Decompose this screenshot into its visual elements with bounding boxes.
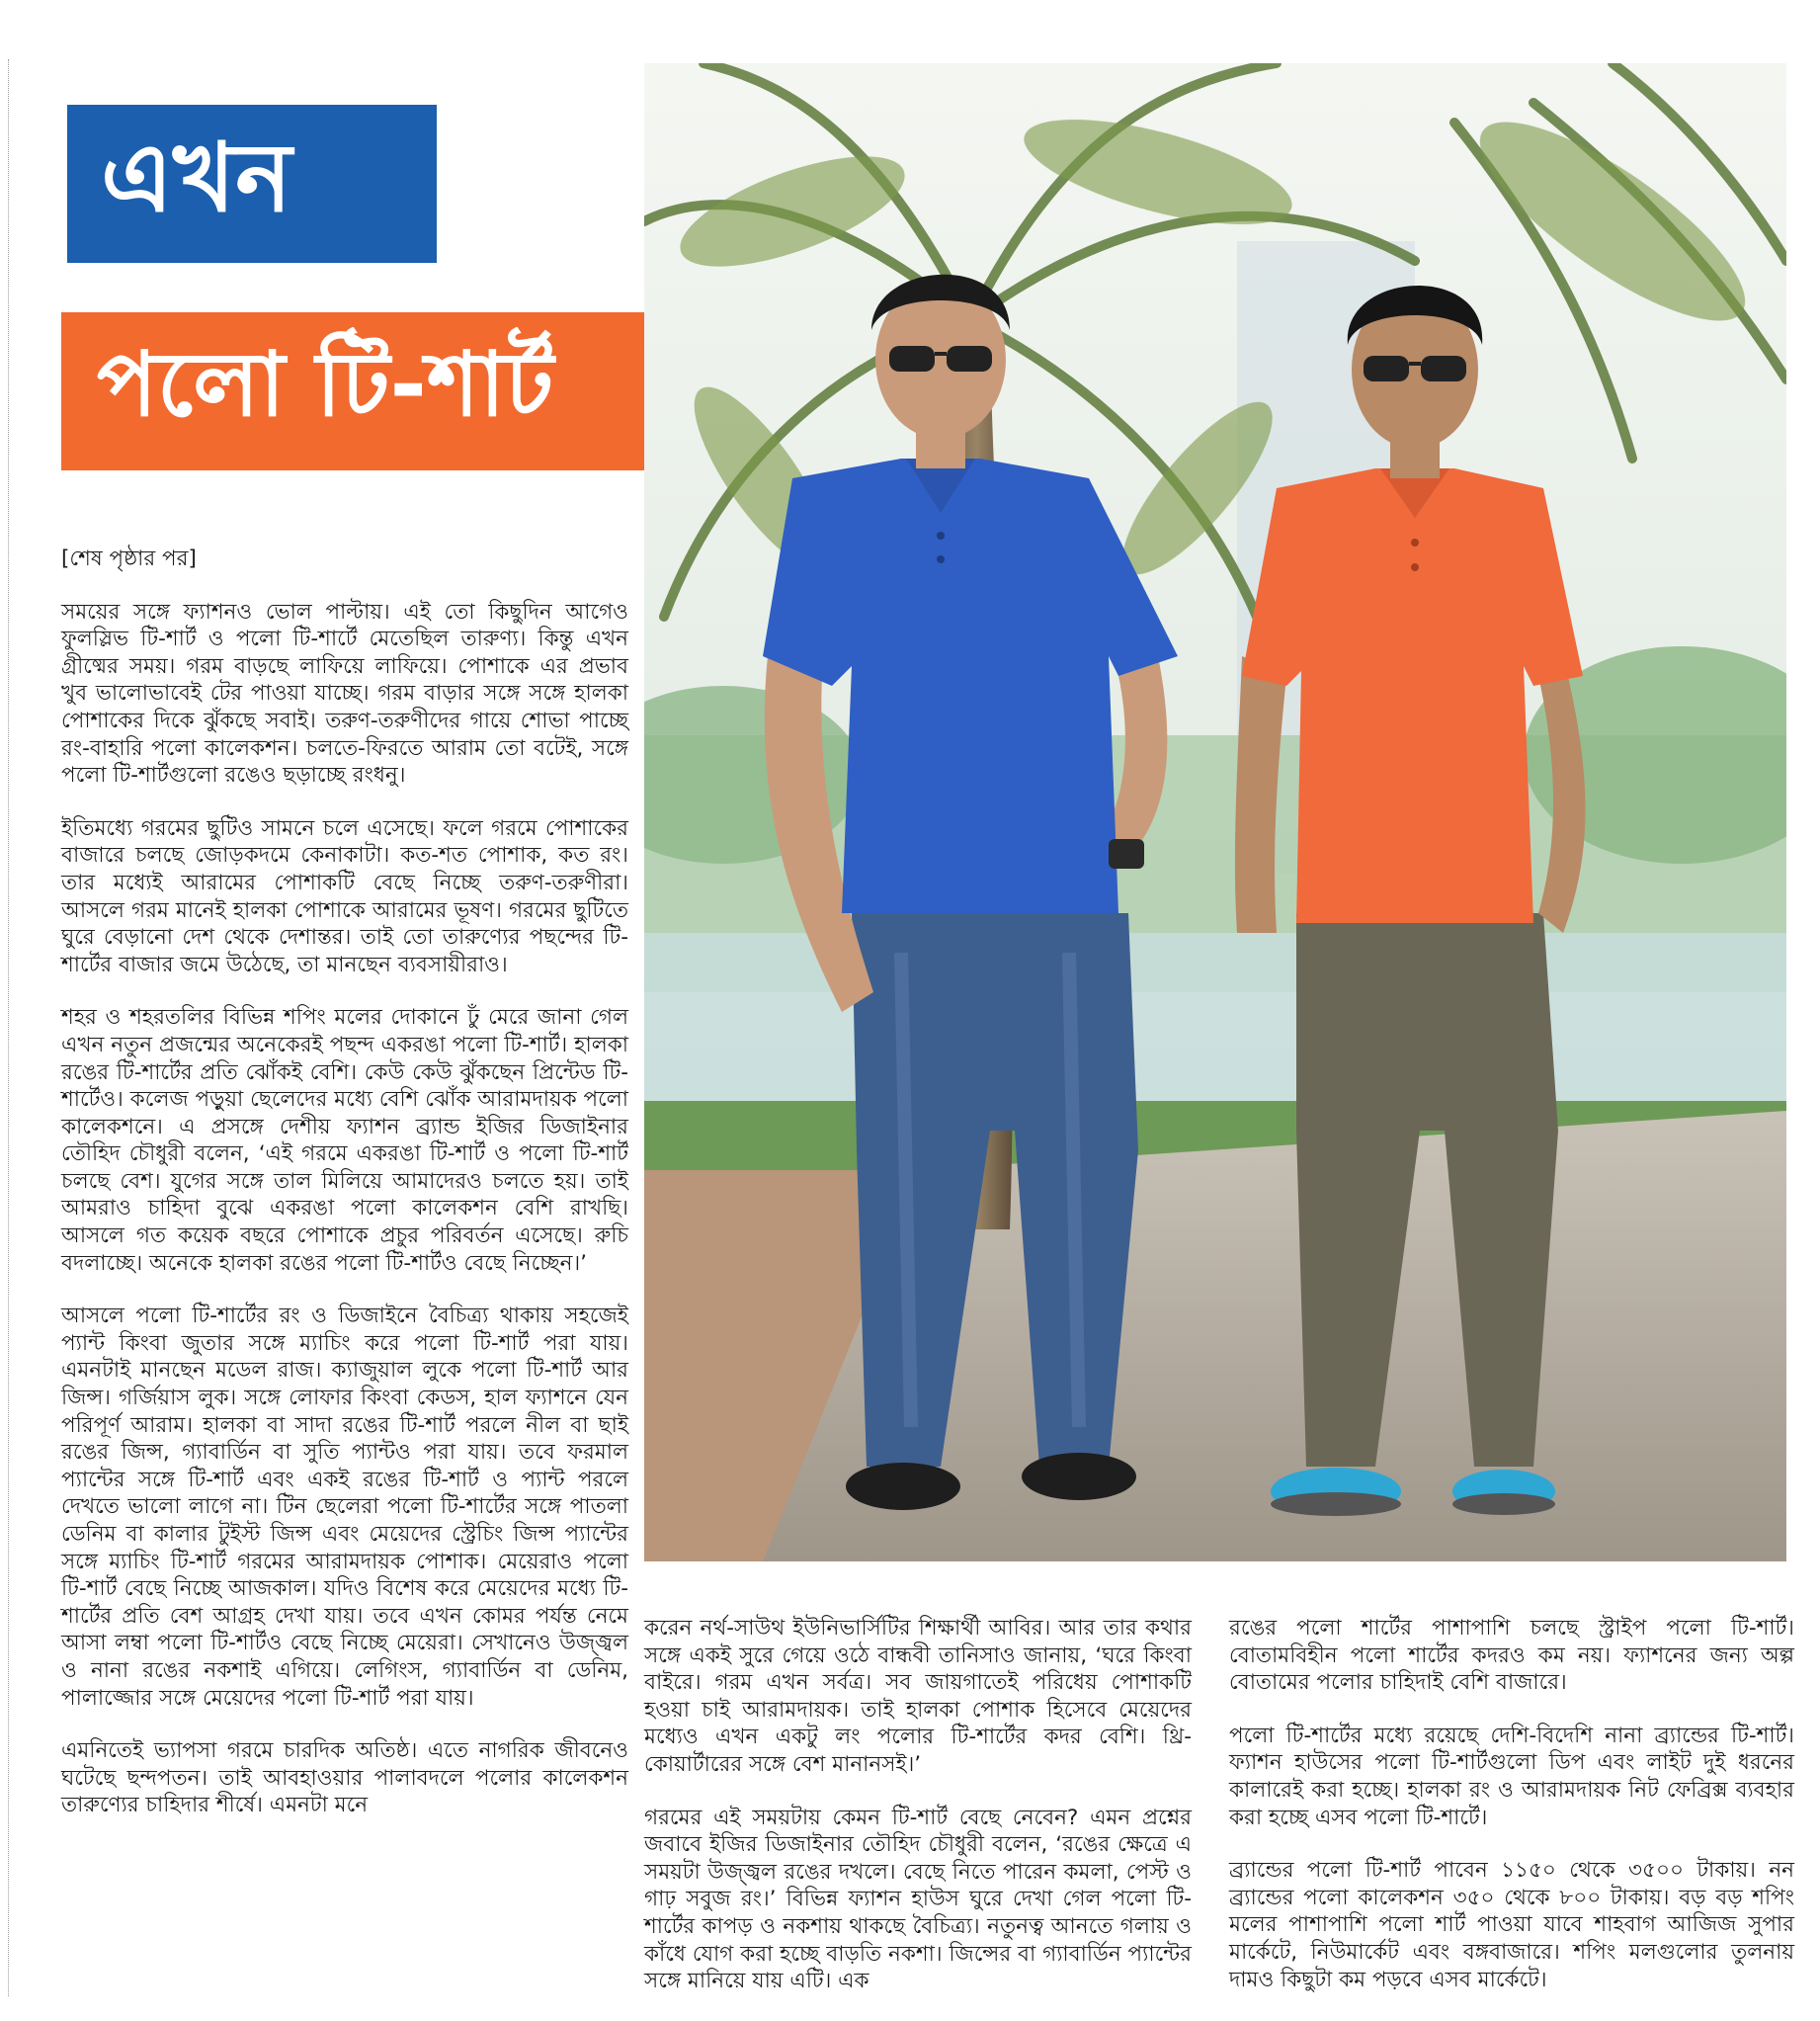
article-column-2: [644, 1615, 1192, 2021]
paragraph: ইতিমধ্যে গরমের ছুটিও সামনে চলে এসেছে। ফলে গরমে পোশাকের বাজারে চলছে জোড়কদমে কেনাকাটা। কত-শত পোশাক, কত রং। তার মধ্যেই আরামের পোশাকটি বেছে নিচ্ছে তরুণ-তরুণীরা। আসলে গরম মানেই হালকা পোশাকে আরামের ভূষণ। গরমের ছুটিতে ঘুরে বেড়ানো দেশ থেকে দেশান্তর। তাই তো তারুণ্যের পছন্দের টি-শার্টের বাজার জমে উঠেছে, তা মানছেন ব্যবসায়ীরাও।: [61, 815, 628, 977]
paragraph: গরমের এই সময়টায় কেমন টি-শার্ট বেছে নেবেন? এমন প্রশ্নের জবাবে ইজির ডিজাইনার তৌহিদ চৌধুরী বলেন, ‘রঙের ক্ষেত্রে এ সময়টা উজ্জ্বল রঙের দখলে। বেছে নিতে পারেন কমলা, পেস্ট ও গাঢ় সবুজ রং।’ বিভিন্ন ফ্যাশন হাউস ঘুরে দেখা গেল পলো টি-শার্টের কাপড় ও নকশায় থাকছে বৈচিত্র্য। নতুনত্ব আনতে গলায় ও কাঁধে যোগ করা হচ্ছে বাড়তি নকশা। জিন্সের বা গ্যাবার্ডিন প্যান্টের সঙ্গে মানিয়ে যায় এটি। এক: [644, 1805, 1192, 1994]
headline-line-2: পলো টি-শার্ট: [97, 333, 554, 437]
paragraph: পলো টি-শার্টের মধ্যে রয়েছে দেশি-বিদেশি নানা ব্র্যান্ডের টি-শার্ট। ফ্যাশন হাউসের পলো টি-শার্টগুলো ডিপ এবং লাইট দুই ধরনের কালারেই করা হচ্ছে। হালকা রং ও আরামদায়ক নিট ফেব্রিক্স ব্যবহার করা হচ্ছে এসব পলো টি-শার্টে।: [1229, 1723, 1794, 1830]
headline-label-blue: [67, 105, 437, 263]
paragraph: এমনিতেই ভ্যাপসা গরমে চারদিক অতিষ্ঠ। এতে নাগরিক জীবনেও ঘটেছে ছন্দপতন। তাই আবহাওয়ার পালাবদলে পলোর কালেকশন তারুণ্যের চাহিদার শীর্ষে। এমনটা মনে: [61, 1738, 628, 1818]
headline-line-1: এখন: [101, 122, 292, 233]
paragraph: ব্র্যান্ডের পলো টি-শার্ট পাবেন ১১৫০ থেকে ৩৫০০ টাকায়। নন ব্র্যান্ডের পলো কালেকশন ৩৫০ থেকে ৮০০ টাকায়। বড় বড় শপিং মলের পাশাপাশি পলো শার্ট পাওয়া যাবে শাহবাগ আজিজ সুপার মার্কেটে, নিউমার্কেট এবং বঙ্গবাজারে। শপিং মলগুলোর তুলনায় দামও কিছুটা কম পড়বে এসব মার্কেটে।: [1229, 1858, 1794, 1992]
paragraph: সময়ের সঙ্গে ফ্যাশনও ভোল পাল্টায়। এই তো কিছুদিন আগেও ফুলস্লিভ টি-শার্ট ও পলো টি-শার্টে মেতেছিল তারুণ্য। কিন্তু এখন গ্রীষ্মের সময়। গরম বাড়ছে লাফিয়ে লাফিয়ে। পোশাকে এর প্রভাব খুব ভালোভাবেই টের পাওয়া যাচ্ছে। গরম বাড়ার সঙ্গে সঙ্গে হালকা পোশাকের দিকে ঝুঁকছে সবাই। তরুণ-তরুণীদের গায়ে শোভা পাচ্ছে রং-বাহারি পলো কালেকশন। চলতে-ফিরতে আরাম তো বটেই, সঙ্গে পলো টি-শার্টগুলো রঙেও ছড়াচ্ছে রংধনু।: [61, 599, 628, 789]
column-rule: [8, 59, 9, 1996]
paragraph: শহর ও শহরতলির বিভিন্ন শপিং মলের দোকানে ঢুঁ মেরে জানা গেল এখন নতুন প্রজন্মের অনেকেরই পছন্দ একরঙা পলো টি-শার্ট। হালকা রঙের টি-শার্টের প্রতি ঝোঁকই বেশি। কেউ কেউ ঝুঁকছেন প্রিন্টেড টি-শার্টেও। কলেজ পড়ুয়া ছেলেদের মধ্যে বেশি ঝোঁক আরামদায়ক পলো কালেকশনে। এ প্রসঙ্গে দেশীয় ফ্যাশন ব্র্যান্ড ইজির ডিজাইনার তৌহিদ চৌধুরী বলেন, ‘এই গরমে একরঙা টি-শার্ট ও পলো টি-শার্ট চলছে বেশ। যুগের সঙ্গে তাল মিলিয়ে আমাদেরও চলতে হয়। তাই আমরাও চাহিদা বুঝে একরঙা পলো কালেকশন বেশি রাখছি। আসলে গত কয়েক বছরে পোশাকে প্রচুর পরিবর্তন এসেছে। রুচি বদলাচ্ছে। অনেকে হালকা রঙের পলো টি-শার্টও বেছে নিচ্ছেন।’: [61, 1005, 628, 1276]
paragraph: করেন নর্থ-সাউথ ইউনিভার্সিটির শিক্ষার্থী আবির। আর তার কথার সঙ্গে একই সুরে গেয়ে ওঠে বান্ধবী তানিসাও জানায়, ‘ঘরে কিংবা বাইরে। গরম এখন সর্বত্র। সব জায়গাতেই পরিধেয় পোশাকটি হওয়া চাই আরামদায়ক। তাই হালকা পোশাক হিসেবে মেয়েদের মধ্যেও এখন একটু লং পলোর টি-শার্টের কদর বেশি। থ্রি-কোয়ার্টারের সঙ্গে বেশ মানানসই।’: [644, 1616, 1192, 1777]
models-photo: [644, 63, 1786, 1561]
article-column-1: [61, 546, 628, 1845]
continued-from-label: [শেষ পৃষ্ঠার পর]: [61, 547, 197, 571]
paragraph: রঙের পলো শার্টের পাশাপাশি চলছে স্ট্রাইপ পলো টি-শার্ট। বোতামবিহীন পলো শার্টের কদরও কম নয়। ফ্যাশনের জন্য অল্প বোতামের পলোর চাহিদাই বেশি বাজারে।: [1229, 1616, 1794, 1696]
article-column-3: [1229, 1615, 1794, 2019]
paragraph: আসলে পলো টি-শার্টের রং ও ডিজাইনে বৈচিত্র্য থাকায় সহজেই প্যান্ট কিংবা জুতার সঙ্গে ম্যাচিং করে পলো টি-শার্ট পরা যায়। এমনটাই মানছেন মডেল রাজ। ক্যাজুয়াল লুকে পলো টি-শার্ট আর জিন্স। গর্জিয়াস লুক। সঙ্গে লোফার কিংবা কেডস, হাল ফ্যাশনে যেন পরিপূর্ণ আরাম। হালকা বা সাদা রঙের টি-শার্ট পরলে নীল বা ছাই রঙের জিন্স, গ্যাবার্ডিন বা সুতি প্যান্টও পরা যায়। তবে ফরমাল প্যান্টের সঙ্গে টি-শার্ট এবং একই রঙের টি-শার্ট ও প্যান্ট পরলে দেখতে ভালো লাগে না। টিন ছেলেরা পলো টি-শার্টের সঙ্গে পাতলা ডেনিম বা কালার টুইস্ট জিন্স এবং মেয়েদের স্ট্রেচিং জিন্স প্যান্টের সঙ্গে ম্যাচিং টি-শার্ট গরমের আরামদায়ক পোশাক। মেয়েরাও পলো টি-শার্ট বেছে নিচ্ছে আজকাল। যদিও বিশেষ করে মেয়েদের মধ্যে টি-শার্টের প্রতি বেশ আগ্রহ দেখা যায়। তবে এখন কোমর পর্যন্ত নেমে আসা লম্বা পলো টি-শার্টও বেছে নিচ্ছে মেয়েরা। সেখানেও উজ্জ্বল ও নানা রঙের নকশাই এগিয়ে। লেগিংস, গ্যাবার্ডিন বা ডেনিম, পালাজ্জোর সঙ্গে মেয়েদের পলো টি-শার্ট পরা যায়।: [61, 1304, 628, 1711]
headline-label-orange: [61, 312, 644, 470]
